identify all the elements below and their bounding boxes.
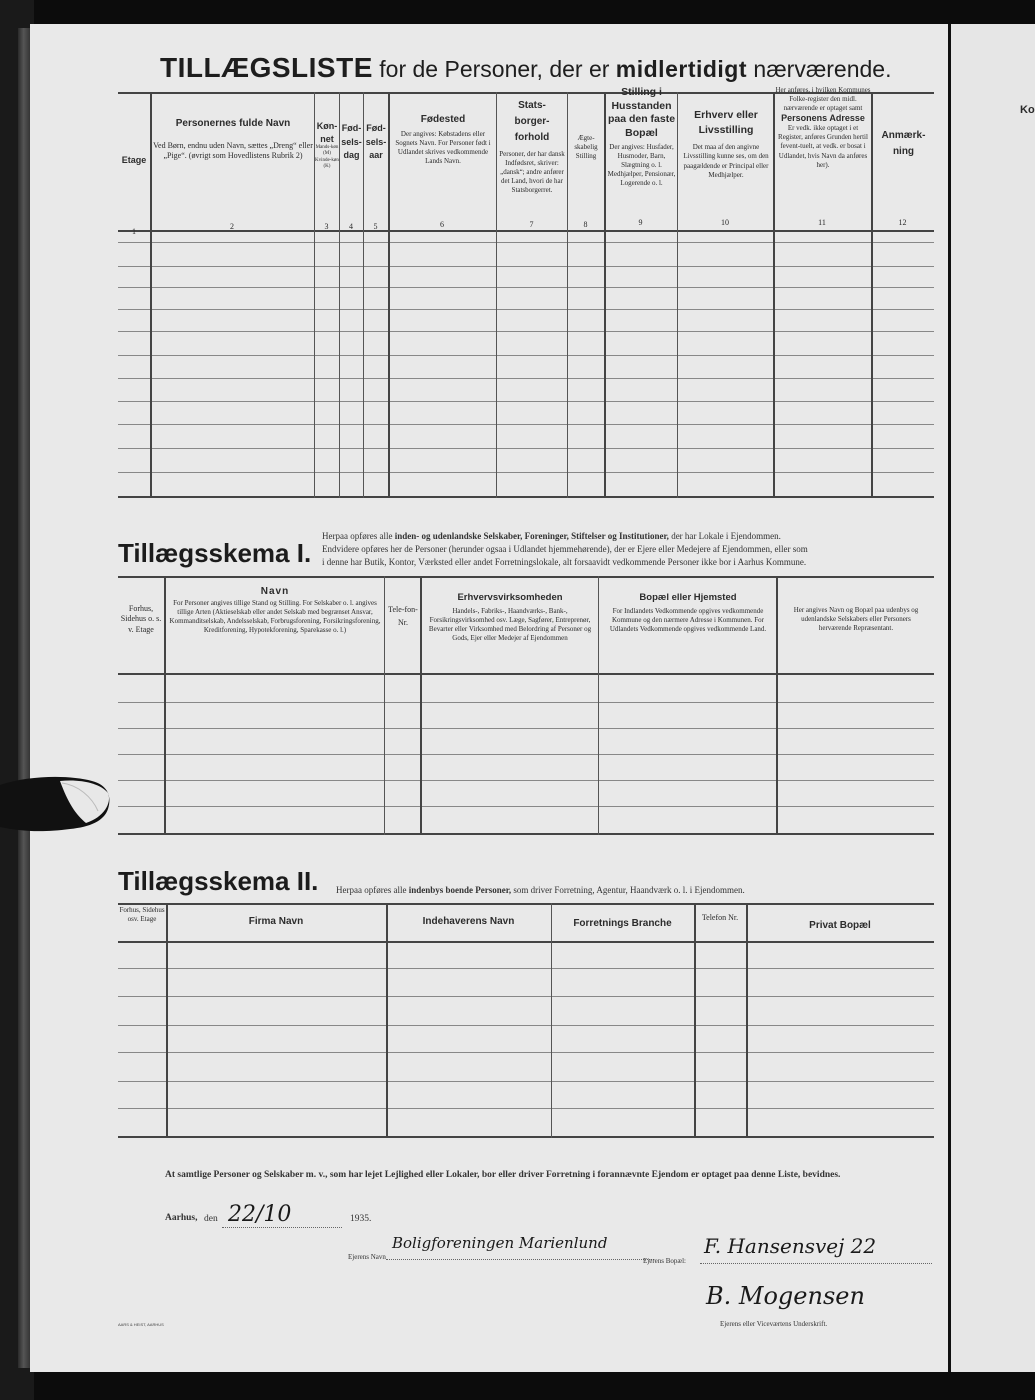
- t1-col-konnet: Køn-net Mands-køn (M) Kvinde-køn (K): [315, 121, 339, 169]
- declaration-text: At samtlige Personer og Selskaber m. v., som har lejet Lejlighed eller Lokaler, bor eller driver Forretning i forannævnte Ejendom er optaget paa denne Liste, bevidnes.: [165, 1170, 841, 1180]
- t1-colnum: 7: [529, 220, 534, 229]
- city-label: Aarhus,: [165, 1213, 198, 1223]
- skema2-col-firma: Firma Navn: [248, 916, 304, 927]
- t1-col-navn: Personernes fulde Navn Ved Børn, endnu uden Navn, sættes „Dreng“ eller „Pige“. (øvrigt som Hovedlistens Rubrik 2): [153, 118, 313, 161]
- t1-col-adresse: Her anføres, i hvilken Kommunes Folke-register den midl. nærværende er optaget samt Personens Adresse Er vedk. ikke optaget i et Register, anføres Grunden hertil fevent-tuelt, at vedk. er bosat i Udlandet, hvis Navn da anføres her).: [775, 86, 871, 169]
- t1-col-fodselsaar: Fød-sels-aar: [365, 123, 387, 160]
- t1-colnum: 10: [721, 218, 729, 227]
- skema1-col-navn: Navn For Personer angives tillige Stand og Stilling. For Selskaber o. l. angives tillige Arten (Aktieselskab eller andet Selskab med begrænset Ansvar, Kommanditselskab, Andelsselskab, Forbrugsforening, Forsikringsforening, Kreditforening, Hypotekforening, Sparekasse o. l.): [169, 586, 381, 635]
- den-label: den: [204, 1214, 218, 1224]
- owner-bopael-handwritten: F. Hansensvej 22: [704, 1234, 877, 1258]
- t1-col-stilling: Stilling i Husstanden paa den faste Bopæl Der angives: Husfader, Husmoder, Barn, Slægtning o. l. Medhjælper, Pensionær, Logerende o. l.: [607, 86, 676, 187]
- t1-col-fodested: Fødested Der angives: Købstadens eller Sognets Navn. For Personer født i Udlandet skrives vedkommende Lands Navn.: [395, 114, 491, 166]
- t1-col-anmaerkning: Anmærk-ning: [881, 130, 926, 157]
- t1-col-etage: Etage: [121, 155, 147, 165]
- t1-colnum: 12: [898, 218, 907, 227]
- owner-name-line: [386, 1258, 654, 1260]
- t1-colnum: 8: [583, 220, 588, 229]
- skema2-title: Tillægsskema II.: [118, 866, 319, 896]
- owner-name-handwritten: Boligforeningen Marienlund: [392, 1234, 608, 1252]
- t1-colnum: 3: [324, 222, 329, 231]
- t1-colnum: 2: [230, 222, 234, 231]
- owner-bopael-line: [700, 1262, 932, 1264]
- t1-colnum: 4: [349, 222, 353, 231]
- year-label: 1935.: [350, 1214, 372, 1224]
- skema2-col-privat-bopael: Privat Bopæl: [809, 920, 871, 931]
- skema2-col-indehaver: Indehaverens Navn: [422, 916, 515, 927]
- t1-colnum: 6: [440, 220, 444, 229]
- skema1-col-repraesentant: Her angives Navn og Bopæl paa udenbys og udenlandske Selskabers eller Personers herværende Repræsentant.: [793, 606, 919, 633]
- main-title-bold2: midlertidigt: [615, 56, 748, 82]
- t1-col-erhverv: Erhverv eller Livsstilling Det maa af den angivne Livsstilling kunne ses, om den paagældende er Principal eller Medhjælper.: [683, 109, 769, 179]
- right-page-fragment: Ko: [1020, 104, 1035, 116]
- skema1-col-erhverv: Erhvervsvirksomheden Handels-, Fabriks-, Haandværks-, Bank-, Forsikringsvirksomhed osv. Læge, Sagfører, Entreprenør, Bevarter eller Virksomhed med Belordring af Personer og Gods, Ejer eller Medejer af Ejendommen: [428, 592, 592, 643]
- skema1-title: Tillægsskema I.: [118, 538, 312, 568]
- signature-label: Ejerens eller Viceværtens Underskrift.: [720, 1320, 828, 1328]
- skema1-col-etage: Forhus, Sidehus o. s. v. Etage: [120, 604, 162, 634]
- skema2-col-telefon: Telefon Nr.: [701, 913, 739, 922]
- main-title-middle: for de Personer, der er: [372, 56, 616, 82]
- main-title-bold: TILLÆGSLISTE: [160, 52, 373, 83]
- t1-col-statsborger: Stats-borger-forhold Personer, der har dansk Indfødsret, skriver: „dansk“; andre anfører det Land, hvori de har Statsborgerret.: [499, 100, 565, 195]
- main-title-end: nærværende.: [747, 56, 892, 82]
- skema1-col-bopael: Bopæl eller Hjemsted For Indlandets Vedkommende opgives vedkommende Kommune og den nærmere Adresse i Kommunen. For Udlandets Vedkommende opgives vedkommende Land.: [609, 592, 767, 634]
- owner-bopael-label: Ejerens Bopæl:: [643, 1257, 686, 1265]
- signature-handwritten: B. Mogensen: [706, 1282, 865, 1310]
- t1-colnum: 5: [373, 222, 378, 231]
- t1-colnum: 1: [132, 227, 136, 236]
- skema2-col-etage: Forhus, Sidehus osv. Etage: [119, 906, 165, 924]
- t1-colnum: 11: [818, 218, 826, 227]
- owner-name-label: Ejerens Navn: [348, 1253, 386, 1261]
- date-handwritten: 22/10: [228, 1202, 292, 1227]
- printer-imprint: AARS & HEIST, AARHUS: [118, 1322, 164, 1327]
- t1-col-fodselsdag: Fød-sels-dag: [341, 123, 362, 160]
- skema1-description: Herpaa opføres alle inden- og udenlandske Selskaber, Foreninger, Stiftelser og Institutioner, der har Lokale i Ejendommen. Endvidere opføres her de Personer (herunder ogsaa i Udlandet hjemmehørende), der er Ejere eller Medejere af Ejendommen, eller som i denne har Butik, Kontor, Værksted eller andet Forretningslokale, alt forsaavidt vedkommende Personer ikke bor i Aarhus Kommune.: [322, 531, 808, 568]
- skema2-description: Herpaa opføres alle indenbys boende Personer, som driver Forretning, Agentur, Haandværk o. l. i Ejendommen.: [336, 885, 745, 895]
- t1-bottom-rule: [118, 496, 934, 498]
- t1-col-aegteskab: Ægte-skabelig Stilling: [574, 134, 598, 161]
- finger-photo: [0, 775, 112, 837]
- skema1-col-telefon: Tele-fon-Nr.: [388, 605, 418, 627]
- skema2-col-branche: Forretnings Branche: [573, 918, 672, 929]
- main-title: [160, 52, 900, 84]
- right-page-edge: [950, 24, 1035, 1372]
- t1-colnum: 9: [638, 218, 643, 227]
